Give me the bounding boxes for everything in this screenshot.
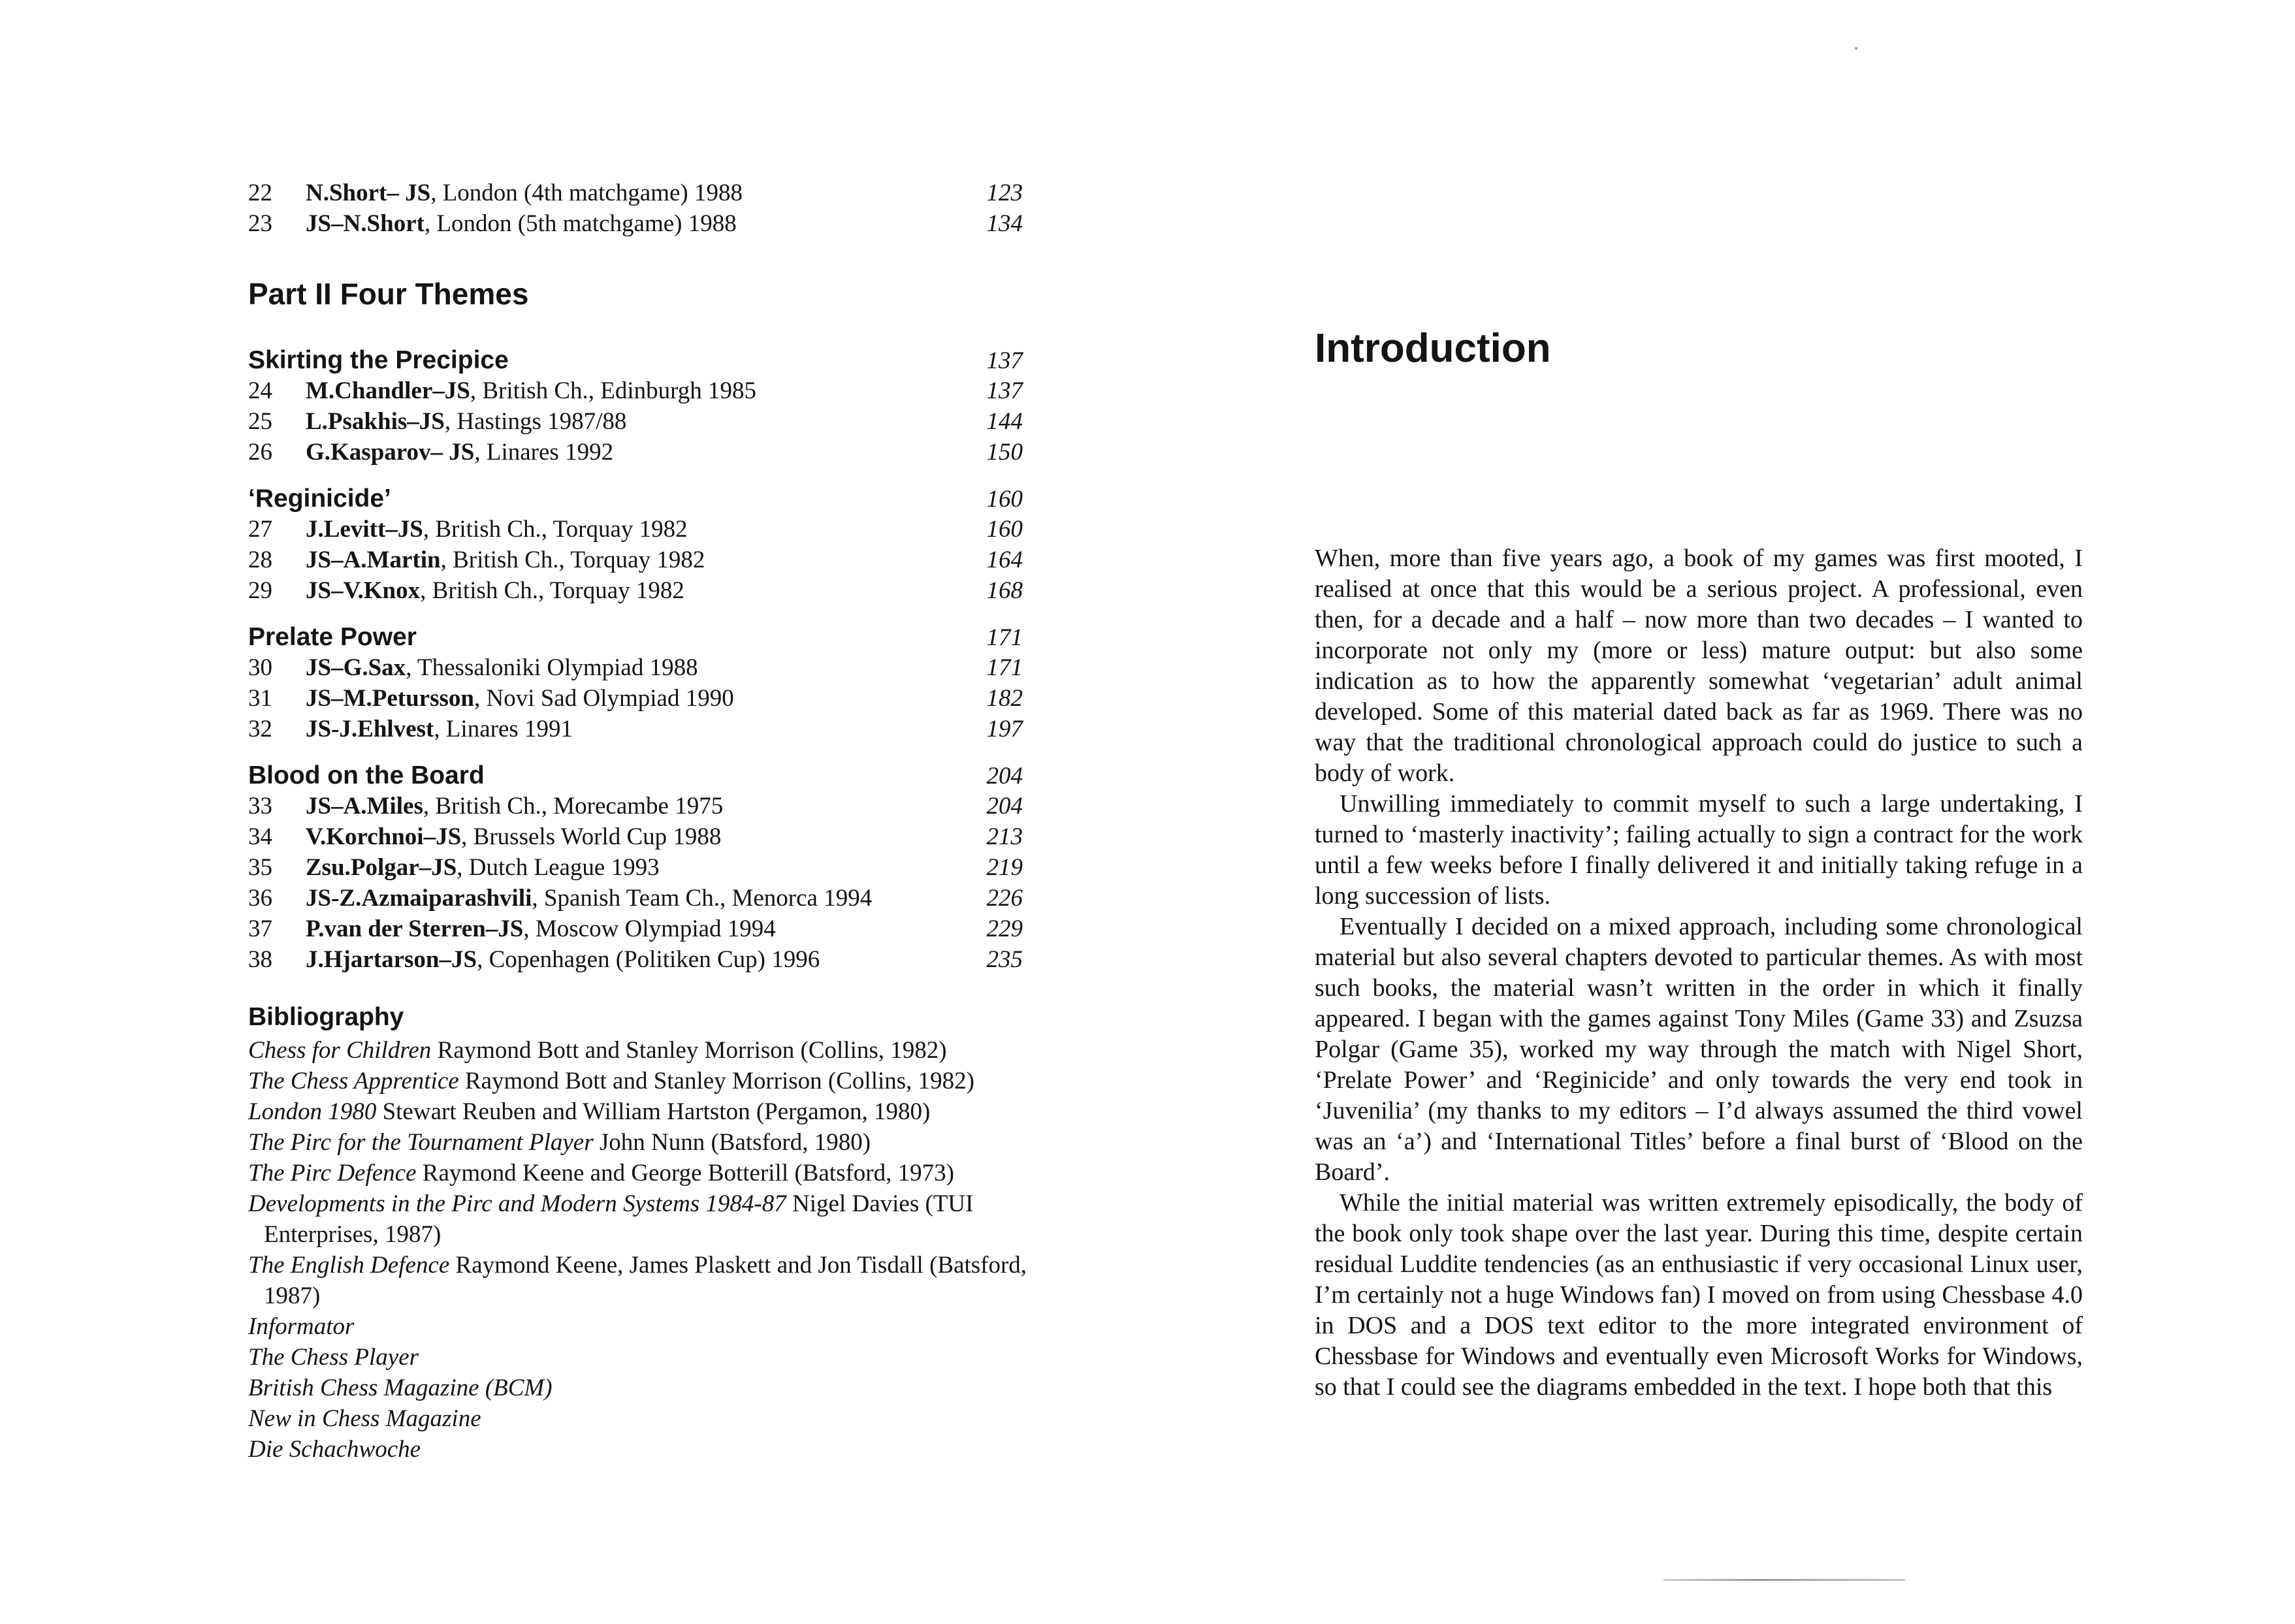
game-page-number: 213 (986, 823, 1023, 850)
bibliography-entry (248, 1342, 1041, 1373)
game-event: , Thessaloniki Olympiad 1988 (406, 654, 698, 681)
toc-game-row (248, 852, 1032, 883)
bibliography-title: Bibliography (248, 1003, 404, 1031)
game-number: 31 (248, 685, 272, 712)
game-players: JS–A.Martin (306, 547, 441, 573)
bibliography-details: Stewart Reuben and William Hartston (Pergamon, 1980) (376, 1098, 931, 1125)
game-page-number: 197 (986, 716, 1023, 742)
bibliography-entry (248, 1434, 1041, 1465)
game-number: 22 (248, 180, 272, 206)
toc-game-row (248, 178, 1032, 208)
game-event: , Moscow Olympiad 1994 (523, 915, 776, 942)
table-of-contents (248, 178, 1032, 1465)
toc-game-row (248, 575, 1032, 606)
game-players: JS-Z.Azmaiparashvili (306, 885, 532, 912)
section-page-number: 171 (986, 624, 1023, 651)
game-number: 25 (248, 408, 272, 435)
game-event: , Brussels World Cup 1988 (461, 823, 722, 850)
game-page-number: 134 (986, 210, 1023, 237)
toc-game-row (248, 208, 1032, 239)
bibliography-details: John Nunn (Batsford, 1980) (593, 1129, 871, 1156)
game-number: 32 (248, 716, 272, 742)
section-title: Blood on the Board (248, 761, 485, 789)
game-number: 37 (248, 915, 272, 942)
game-event: , Novi Sad Olympiad 1990 (473, 685, 734, 712)
bibliography-book-title: Developments in the Pirc and Modern Systems 1984-87 (248, 1190, 786, 1217)
game-page-number: 182 (986, 685, 1023, 712)
toc-game-row (248, 437, 1032, 468)
game-players: JS–M.Petursson (306, 685, 474, 712)
game-players: J.Levitt–JS (306, 516, 423, 543)
toc-game-row (248, 821, 1032, 852)
section-title: ‘Reginicide’ (248, 485, 391, 513)
toc-game-row (248, 545, 1032, 575)
bibliography-entry (248, 1311, 1041, 1342)
body-paragraph: While the initial material was written extremely episodically, the body of the book only took shape over the last year. During this time, despite certain residual Luddite tendencies (as an enthusiastic if very occasional Linux user, I’m certainly not a huge Windows fan) I moved on from using Chessbase 4.0 in DOS and a DOS text editor to the more integrated environment of Chessbase for Windows and eventually even Microsoft Works for Windows, so that I could see the diagrams embedded in the text. I hope both that this (1315, 1189, 2083, 1401)
bibliography-book-title: Informator (248, 1313, 355, 1340)
toc-game-row (248, 944, 1032, 975)
game-page-number: 219 (986, 854, 1023, 881)
bibliography-details: Raymond Bott and Stanley Morrison (Collins, 1982) (431, 1037, 947, 1064)
toc-game-row (248, 514, 1032, 545)
toc-game-row (248, 652, 1032, 683)
game-event: , British Ch., Torquay 1982 (440, 547, 705, 573)
game-players: JS–V.Knox (306, 577, 421, 604)
section-page-number: 160 (986, 486, 1023, 513)
toc-game-row (248, 375, 1032, 406)
section-page-number: 204 (986, 763, 1023, 789)
body-paragraph: Eventually I decided on a mixed approach, including some chronological material but also several chapters devoted to particular themes. As with most such books, the material wasn’t written in the order in which it finally appeared. I began with the games against Tony Miles (Game 33) and Zsuzsa Polgar (Game 35), worked my way through the match with Nigel Short, ‘Prelate Power’ and ‘Reginicide’ and only towards the very end took in ‘Juvenilia’ (my thanks to my editors – I’d always assumed the third vowel was an ‘a’) and ‘International Titles’ before a final burst of ‘Blood on the Board’. (1315, 913, 2083, 1186)
game-event: , Linares 1992 (474, 439, 614, 466)
game-page-number: 164 (986, 547, 1023, 573)
bibliography-entry (248, 1373, 1041, 1403)
game-event: , British Ch., Edinburgh 1985 (470, 377, 757, 404)
toc-game-row (248, 791, 1032, 821)
bibliography-entry (248, 1188, 1041, 1250)
scan-speck (1855, 47, 1857, 50)
game-players: M.Chandler–JS (306, 377, 470, 404)
game-number: 27 (248, 516, 272, 543)
game-players: V.Korchnoi–JS (306, 823, 462, 850)
bibliography-entry (248, 1035, 1041, 1066)
game-event: , London (5th matchgame) 1988 (424, 210, 737, 237)
bibliography (248, 1001, 1032, 1465)
game-players: JS–N.Short (306, 210, 425, 237)
body-paragraph: When, more than five years ago, a book of my games was first mooted, I realised at once that this would be a serious project. A professional, even then, for a decade and a half – now more than two decades – I wanted to incorporate not only my (more or less) mature output: but also some indication as to how the apparently somewhat ‘vegetarian’ adult animal developed. Some of this material dated back as far as 1969. There was no way that the traditional chronological approach could do justice to such a body of work. (1315, 545, 2083, 787)
game-players: L.Psakhis–JS (306, 408, 445, 435)
bibliography-details: Raymond Keene, James Plaskett and Jon Tisdall (Batsford, 1987) (264, 1252, 1027, 1309)
bibliography-book-title: Die Schachwoche (248, 1436, 421, 1463)
games-continued-list (248, 178, 1032, 239)
game-players: P.van der Sterren–JS (306, 915, 524, 942)
game-number: 34 (248, 823, 272, 850)
game-event: , London (4th matchgame) 1988 (430, 180, 743, 206)
game-event: , Dutch League 1993 (457, 854, 660, 881)
game-page-number: 160 (986, 516, 1023, 543)
toc-game-row (248, 883, 1032, 914)
section-title: Prelate Power (248, 623, 417, 651)
bibliography-book-title: Chess for Children (248, 1037, 432, 1064)
game-number: 36 (248, 885, 272, 912)
game-page-number: 137 (986, 377, 1023, 404)
game-page-number: 235 (986, 946, 1023, 973)
bibliography-book-title: London 1980 (248, 1098, 377, 1125)
game-page-number: 150 (986, 439, 1023, 466)
section-page-number: 137 (986, 347, 1023, 374)
game-event: , Spanish Team Ch., Menorca 1994 (532, 885, 873, 912)
game-event: , Hastings 1987/88 (444, 408, 627, 435)
toc-game-row (248, 714, 1032, 744)
section-title: Skirting the Precipice (248, 346, 509, 374)
bibliography-entry (248, 1158, 1041, 1188)
game-number: 29 (248, 577, 272, 604)
game-number: 38 (248, 946, 272, 973)
toc-section-blood-on-the-board (248, 760, 1032, 975)
toc-section-skirting (248, 345, 1032, 468)
game-event: , British Ch., Torquay 1982 (423, 516, 688, 543)
bibliography-entry (248, 1250, 1041, 1311)
bibliography-entry (248, 1096, 1041, 1127)
toc-game-row (248, 406, 1032, 437)
game-players: JS–A.Miles (306, 793, 423, 820)
bibliography-book-title: The Pirc for the Tournament Player (248, 1129, 594, 1156)
game-number: 26 (248, 439, 272, 466)
toc-game-row (248, 914, 1032, 944)
game-players: JS-J.Ehlvest (306, 716, 434, 742)
scan-artifact-line (1663, 1579, 1905, 1581)
chapter-title: Introduction (1315, 326, 1551, 371)
bibliography-entry (248, 1127, 1041, 1158)
right-page (1148, 0, 2295, 1624)
bibliography-details: Nigel Davies (TUI Enterprises, 1987) (264, 1190, 974, 1248)
game-number: 30 (248, 654, 272, 681)
game-event: , Copenhagen (Politiken Cup) 1996 (477, 946, 820, 973)
game-page-number: 226 (986, 885, 1023, 912)
bibliography-book-title: The Chess Apprentice (248, 1068, 459, 1094)
game-event: , British Ch., Torquay 1982 (420, 577, 684, 604)
body-paragraph: Unwilling immediately to commit myself to such a large undertaking, I turned to ‘masterly inactivity’; failing actually to sign a contract for the work until a few weeks before I finally delivered it and initially taking refuge in a long succession of lists. (1315, 790, 2083, 910)
toc-section-prelate-power (248, 622, 1032, 744)
part-heading: Part II Four Themes (248, 277, 529, 311)
game-players: N.Short– JS (306, 180, 431, 206)
game-number: 35 (248, 854, 272, 881)
game-number: 24 (248, 377, 272, 404)
toc-game-row (248, 683, 1032, 714)
game-players: Zsu.Polgar–JS (306, 854, 457, 881)
bibliography-details: Raymond Bott and Stanley Morrison (Collins, 1982) (458, 1068, 974, 1094)
game-page-number: 123 (986, 180, 1023, 206)
bibliography-book-title: The Pirc Defence (248, 1160, 417, 1186)
game-players: G.Kasparov– JS (306, 439, 475, 466)
game-event: , British Ch., Morecambe 1975 (423, 793, 724, 820)
game-players: JS–G.Sax (306, 654, 406, 681)
game-page-number: 229 (986, 915, 1023, 942)
game-number: 28 (248, 547, 272, 573)
bibliography-book-title: The English Defence (248, 1252, 450, 1279)
bibliography-book-title: New in Chess Magazine (248, 1405, 481, 1432)
game-page-number: 144 (986, 408, 1023, 435)
game-page-number: 171 (986, 654, 1023, 681)
game-event: , Linares 1991 (434, 716, 573, 742)
introduction-body (1315, 543, 2083, 1403)
game-number: 33 (248, 793, 272, 820)
game-players: J.Hjartarson–JS (306, 946, 477, 973)
bibliography-entry (248, 1066, 1041, 1096)
bibliography-book-title: The Chess Player (248, 1344, 419, 1371)
bibliography-details: Raymond Keene and George Botterill (Batsford, 1973) (416, 1160, 954, 1186)
bibliography-entry (248, 1403, 1041, 1434)
game-page-number: 204 (986, 793, 1023, 820)
game-page-number: 168 (986, 577, 1023, 604)
game-number: 23 (248, 210, 272, 237)
toc-section-reginicide (248, 483, 1032, 606)
bibliography-book-title: British Chess Magazine (BCM) (248, 1375, 553, 1401)
